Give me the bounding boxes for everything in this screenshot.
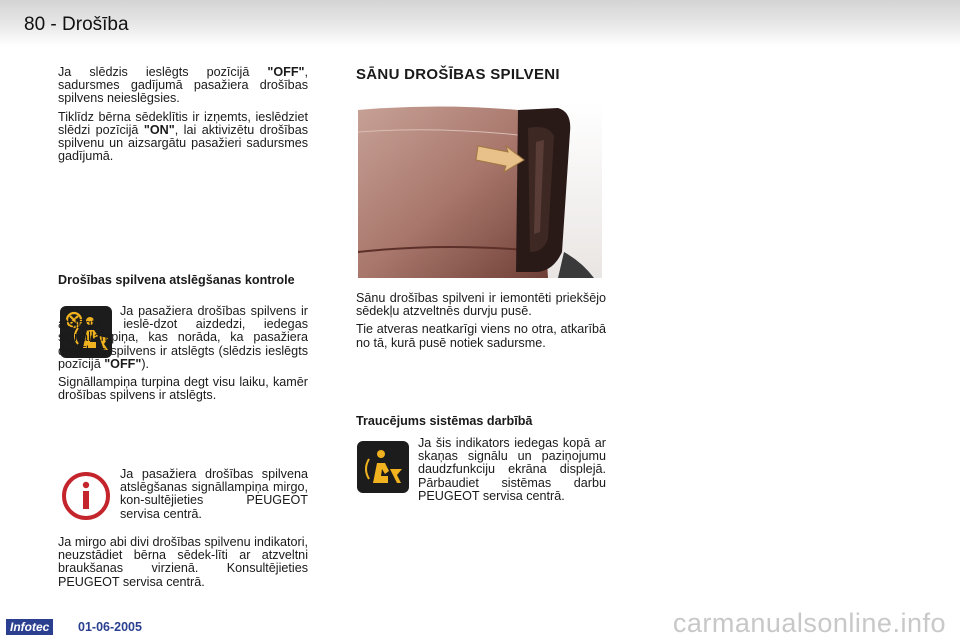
section-title: SĀNU DROŠĪBAS SPILVENI — [356, 66, 560, 83]
intro-text-block — [58, 66, 308, 168]
watermark: carmanualsonline.info — [672, 608, 946, 638]
paragraph-deactivated-lamp: Ja pasažiera drošības spilvens ir atslēgts, ieslē-dzot aizdedzi, iedegas signāllampiņa, kas norāda, ka pasažiera drošības spilvens ir atslēgts (slēdzis ieslēgts pozīcijā "OFF"). — [58, 304, 308, 371]
airbag-fault-icon — [357, 441, 409, 493]
paragraph-both-flashing: Ja mirgo abi divi drošības spilvenu indikatori, neuzstādiet bērna sēdek-līti ar atzveltni braukšanas virzienā. Konsultējieties PEUGEOT servisa centrā. — [58, 535, 308, 589]
fault-heading: Traucējums sistēmas darbībā — [356, 414, 533, 428]
seat-side-airbag-photo — [358, 102, 602, 278]
paragraph-side-airbags-location: Sānu drošības spilveni ir iemontēti priekšējo sēdekļu atzveltnēs durvju pusē. — [356, 291, 606, 319]
side-airbag-text-block — [356, 292, 606, 355]
paragraph-on-position: Tiklīdz bērna sēdeklītis ir izņemts, ieslēdziet slēdzi pozīcijā "ON", lai aktivizētu drošības spilvenu un aizsargātu pasažieri sadursmes gadījumā. — [58, 109, 308, 164]
page-title: 80 - Drošība — [24, 14, 129, 35]
paragraph-fault-indicator: Ja šis indikators iedegas kopā ar skaņas signālu un paziņojumu daudzfunkciju ekrāna displejā. Pārbaudiet sistēmas darbu PEUGEOT servisa centrā. — [418, 436, 606, 503]
paragraph-lamp-flashing: Ja pasažiera drošības spilvena atslēgšanas signāllampiņa mirgo, kon-sultējieties PEUGEOT servisa centrā. — [120, 467, 308, 521]
infotec-badge: Infotec — [6, 619, 53, 635]
deactivation-text-block — [58, 305, 308, 407]
page-header — [0, 0, 960, 46]
control-heading: Drošības spilvena atslēgšanas kontrole — [58, 273, 295, 287]
paragraph-side-airbags-deploy: Tie atveras neatkarīgi viens no otra, atkarībā no tā, kurā pusē notiek sadursme. — [356, 322, 606, 350]
info-warning-icon — [60, 470, 112, 522]
footer-date: 01-06-2005 — [78, 620, 142, 634]
paragraph-lamp-stays-on: Signāllampiņa turpina degt visu laiku, kamēr drošības spilvens ir atslēgts. — [58, 375, 308, 403]
paragraph-off-position: Ja slēdzis ieslēgts pozīcijā "OFF", sadursmes gadījumā pasažiera drošības spilvens neieslēgsies. — [58, 65, 308, 106]
